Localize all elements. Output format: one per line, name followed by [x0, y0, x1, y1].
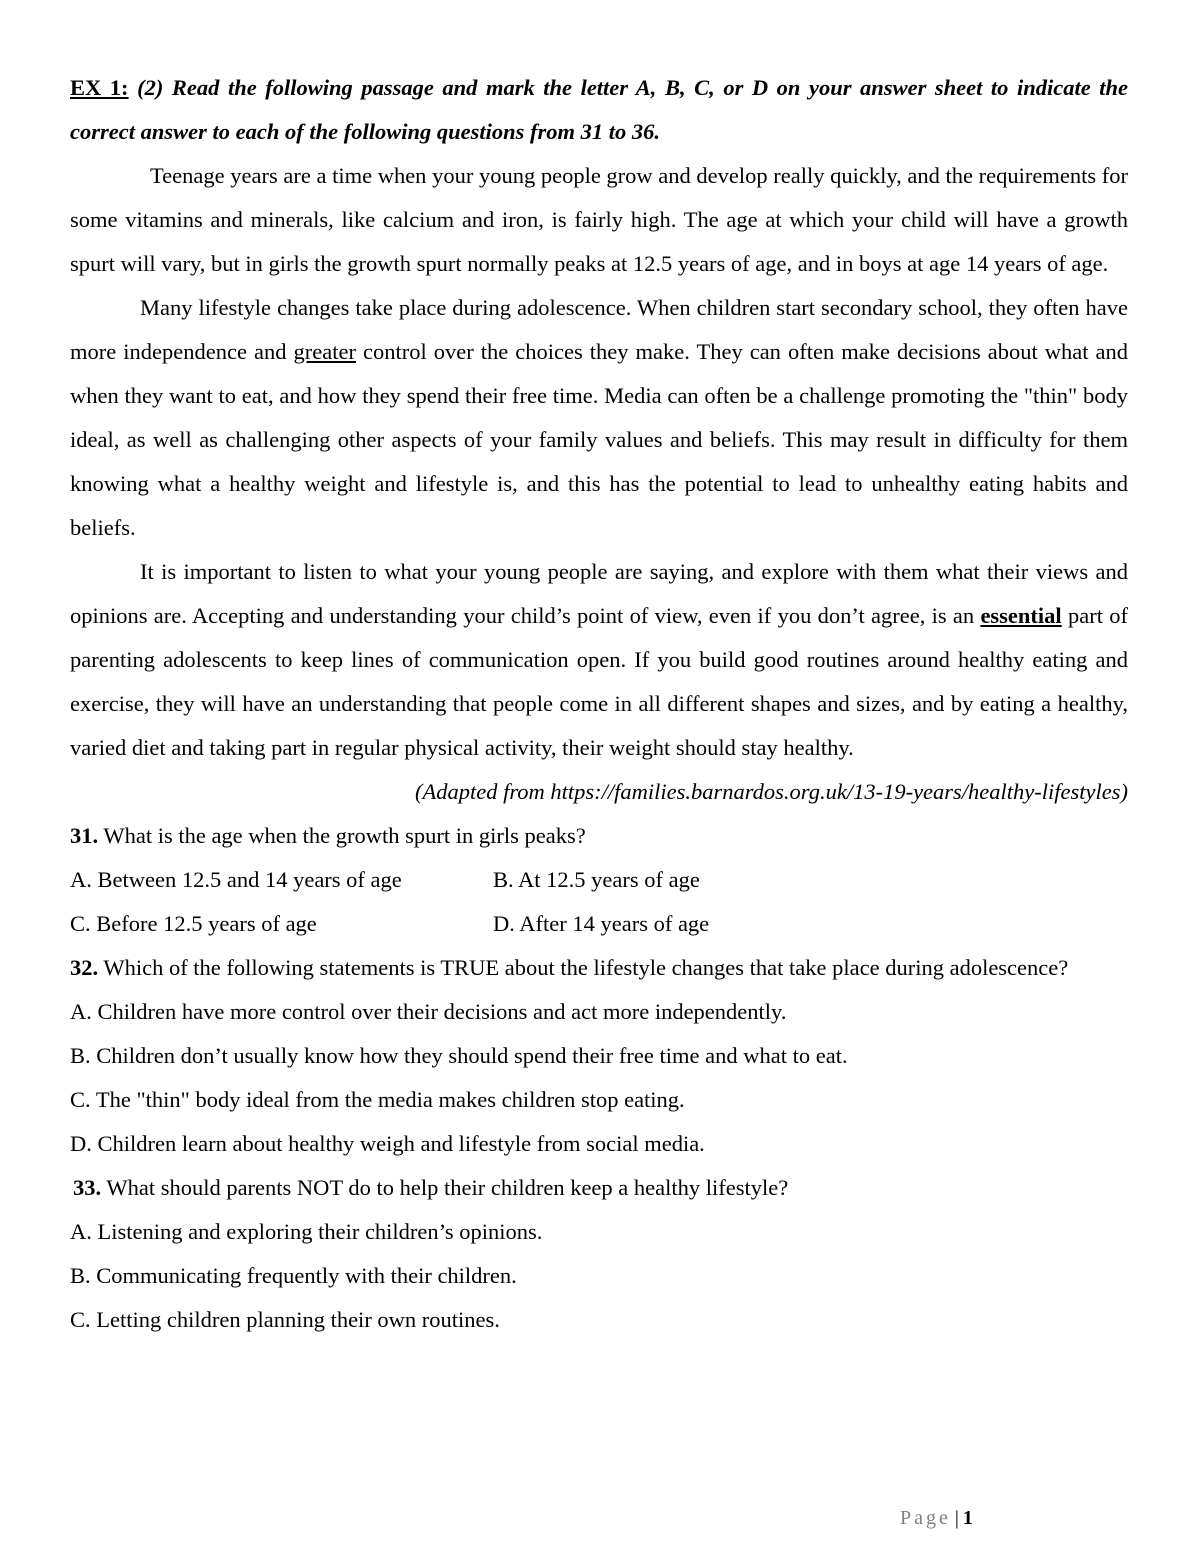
option-33-a[interactable]: A. Listening and exploring their children’s opinions. [70, 1219, 543, 1244]
passage-source: (Adapted from https://families.barnardos.org.uk/13-19-years/healthy-lifestyles) [414, 779, 1128, 804]
option-31-c[interactable]: C. Before 12.5 years of age [70, 911, 317, 936]
option-31-d[interactable]: D. After 14 years of age [493, 911, 710, 936]
passage-paragraph-1 [70, 154, 1128, 286]
options-row [70, 858, 1128, 902]
option-31-a[interactable]: A. Between 12.5 and 14 years of age [70, 867, 402, 892]
question-number: 33. [73, 1175, 102, 1200]
question-text: What is the age when the growth spurt in girls peaks? [98, 823, 586, 848]
instruction-text: (2) Read the following passage and mark the letter A, B, C, or D on your answer sheet to indicate the correct answer to each of the following questions from 31 to 36. [70, 75, 1129, 144]
question-number: 31. [70, 823, 99, 848]
passage-paragraph-1-text: Teenage years are a time when your young people grow and develop really quickly, and the requirements for some vitamins and minerals, like calcium and iron, is fairly high. The age at which your child will have a growth spurt will vary, but in girls the growth spurt normally peaks at 12.5 years of age, and in boys at age 14 years of age. [70, 163, 1128, 276]
option-31-b[interactable]: B. At 12.5 years of age [493, 867, 700, 892]
option-32-b[interactable]: B. Children don’t usually know how they should spend their free time and what to eat. [70, 1043, 848, 1068]
question-31 [70, 814, 1128, 858]
options-row [70, 902, 1128, 946]
underlined-word-essential: essential [980, 603, 1062, 628]
passage-paragraph-2 [70, 286, 1128, 550]
page-number: 1 [962, 1507, 973, 1529]
instruction [70, 66, 1128, 154]
passage-paragraph-2-text-b: control over the choices they make. They can often make decisions about what and when they want to eat, and how they spend their free time. Media can often be a challenge promoting the "thin" body ideal, as well as challenging other aspects of your family values and beliefs. This may result in difficulty for them knowing what a healthy weight and lifestyle is, and this has the potential to lead to unhealthy eating habits and beliefs. [70, 339, 1128, 540]
passage-paragraph-2-text-a: Many lifestyle changes take place during adolescence. When children start secondary school, they often have more independence and [70, 295, 1128, 364]
question-32 [70, 946, 1128, 990]
passage-paragraph-3 [70, 550, 1128, 770]
underlined-word-greater: greater [293, 339, 356, 364]
page-separator: | [954, 1507, 959, 1529]
exercise-label: EX 1: [70, 75, 129, 100]
option-32-a[interactable]: A. Children have more control over their decisions and act more independently. [70, 999, 787, 1024]
option-32-c[interactable]: C. The "thin" body ideal from the media makes children stop eating. [70, 1087, 685, 1112]
page-label: Page [900, 1507, 951, 1529]
option-33-b[interactable]: B. Communicating frequently with their children. [70, 1263, 517, 1288]
document-page [70, 66, 1128, 1342]
question-number: 32. [70, 955, 99, 980]
page-footer [900, 1504, 973, 1532]
question-33 [70, 1166, 1128, 1210]
question-text: What should parents NOT do to help their children keep a healthy lifestyle? [101, 1175, 789, 1200]
passage-paragraph-3-text-b: part of parenting adolescents to keep lines of communication open. If you build good routines around healthy eating and exercise, they will have an understanding that people come in all different shapes and sizes, and by eating a healthy, varied diet and taking part in regular physical activity, their weight should stay healthy. [70, 603, 1128, 760]
option-32-d[interactable]: D. Children learn about healthy weigh and lifestyle from social media. [70, 1131, 705, 1156]
question-text: Which of the following statements is TRUE about the lifestyle changes that take place during adolescence? [98, 955, 1069, 980]
passage-paragraph-3-text-a: It is important to listen to what your young people are saying, and explore with them what their views and opinions are. Accepting and understanding your child’s point of view, even if you don’t agree, is an [70, 559, 1128, 628]
option-33-c[interactable]: C. Letting children planning their own routines. [70, 1307, 500, 1332]
